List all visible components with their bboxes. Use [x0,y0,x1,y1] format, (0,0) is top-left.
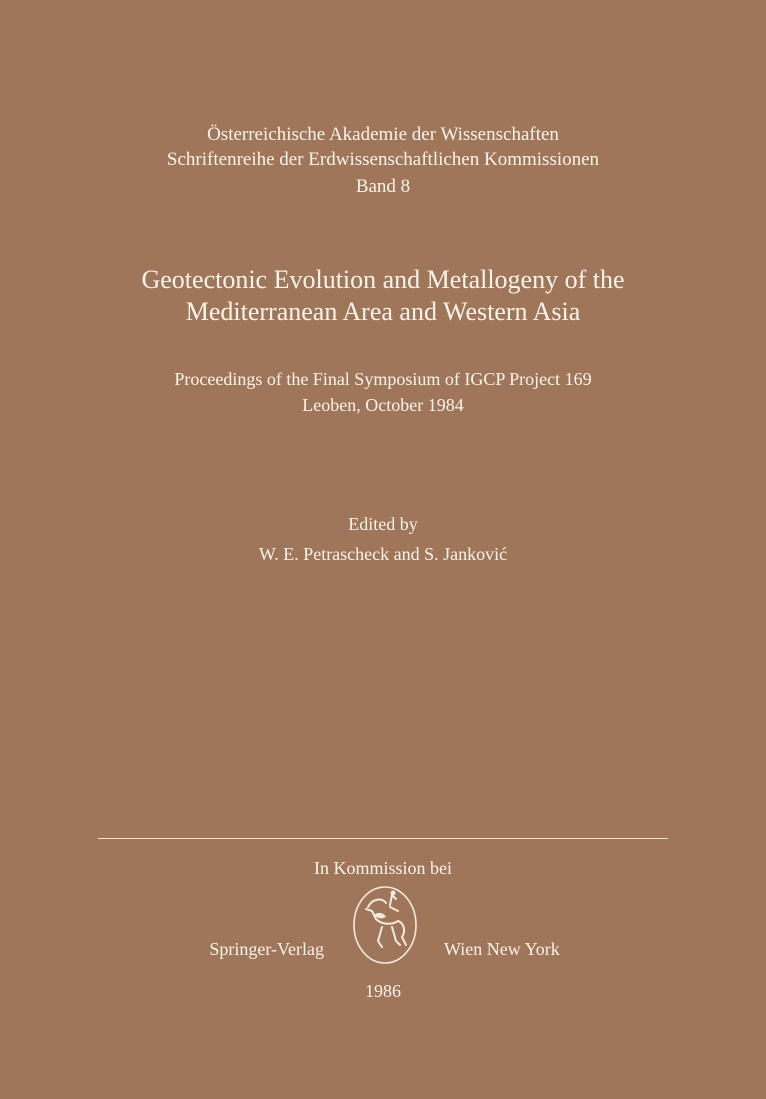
publisher-name: Springer-Verlag [209,939,324,959]
series-name: Schriftenreihe der Erdwissenschaftlichen Kommissionen [166,149,600,170]
book-title-line-2: Mediterranean Area and Western Asia [185,297,581,326]
editor-names: W. E. Petrascheck and S. Janković [258,544,508,564]
academy-name: Österreichische Akademie der Wissenschaften [207,124,559,145]
publication-year: 1986 [365,981,401,1001]
springer-knight-horse-icon [352,885,418,965]
commission-label: In Kommission bei [314,858,452,878]
publisher-cities: Wien New York [444,939,560,959]
divider-rule [98,838,668,839]
edited-by-label: Edited by [348,514,418,534]
volume-number: Band 8 [355,176,411,197]
book-title-line-1: Geotectonic Evolution and Metallogeny of the [141,265,625,294]
proceedings-line-1: Proceedings of the Final Symposium of IGCP Project 169 [174,369,592,389]
proceedings-line-2: Leoben, October 1984 [302,395,464,415]
